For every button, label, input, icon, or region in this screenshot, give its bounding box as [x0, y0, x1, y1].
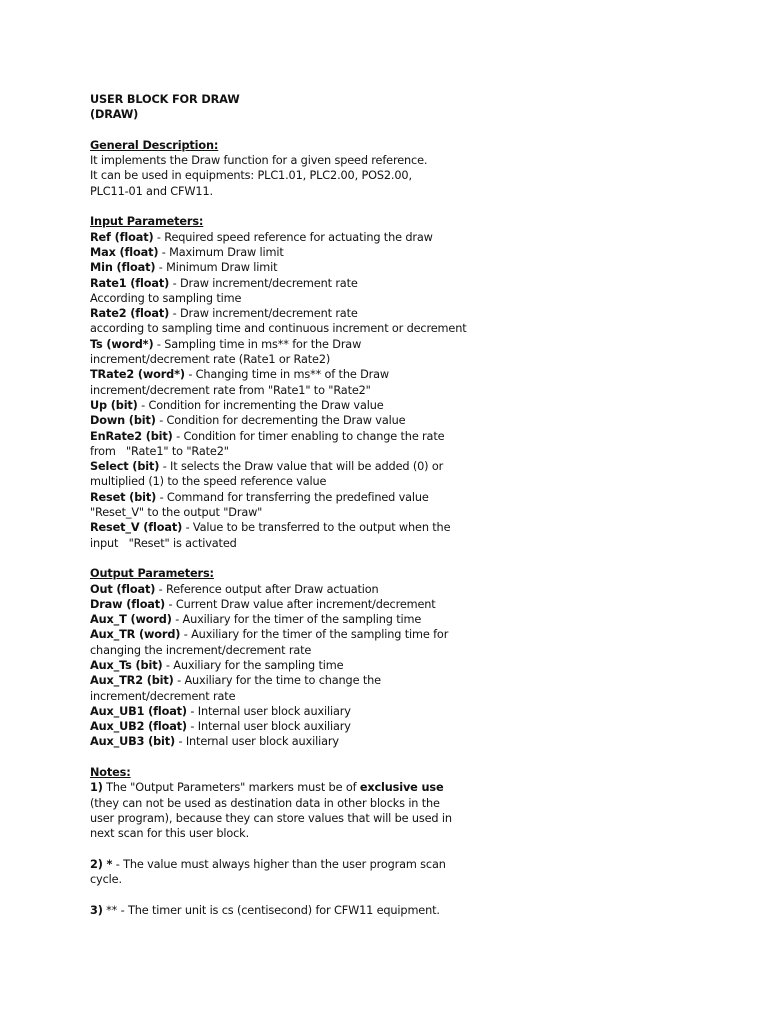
input-parameter-description: - Draw increment/decrement rate	[169, 276, 358, 290]
note-1-continuation: user program), because they can store values that will be used in	[90, 811, 452, 825]
output-parameter-item	[90, 597, 730, 612]
output-parameter-item	[90, 627, 730, 642]
note-1	[90, 780, 730, 795]
input-parameter-description: - Sampling time in ms** for the Draw	[153, 337, 362, 351]
input-parameters-heading: Input Parameters:	[90, 215, 204, 229]
input-parameter-item	[90, 367, 730, 382]
general-line: It can be used in equipments: PLC1.01, PLC2.00, POS2.00,	[90, 169, 412, 183]
input-parameter-item	[90, 520, 730, 535]
input-parameter-continuation: input "Reset" is activated	[90, 536, 237, 550]
input-parameter-item	[90, 245, 730, 260]
output-parameter-term: Aux_UB2 (float)	[90, 720, 187, 734]
output-parameter-term: Aux_UB3 (bit)	[90, 735, 176, 749]
input-parameter-description: - Minimum Draw limit	[155, 261, 278, 275]
input-parameter-term: TRate2 (word*)	[90, 368, 185, 382]
output-parameter-description: - Internal user block auxiliary	[175, 735, 339, 749]
input-parameter-description: - Condition for timer enabling to change the rate	[172, 429, 445, 443]
input-parameter-item	[90, 459, 730, 474]
input-parameter-item	[90, 306, 730, 321]
note-1-continuation: next scan for this user block.	[90, 827, 250, 841]
input-parameter-item	[90, 429, 730, 444]
input-parameter-term: Ts (word*)	[90, 337, 154, 351]
output-parameter-description: - Reference output after Draw actuation	[155, 582, 379, 596]
note-2	[90, 857, 730, 872]
input-parameter-continuation: according to sampling time and continuous increment or decrement	[90, 322, 467, 336]
input-parameter-continuation: increment/decrement rate (Rate1 or Rate2)	[90, 353, 331, 367]
general-line: It implements the Draw function for a given speed reference.	[90, 154, 428, 168]
note-3	[90, 903, 730, 918]
input-parameter-term: Max (float)	[90, 245, 159, 259]
input-parameter-term: Down (bit)	[90, 414, 156, 428]
output-parameter-item	[90, 673, 730, 688]
input-parameter-term: Reset_V (float)	[90, 521, 183, 535]
input-parameter-description: - Condition for decrementing the Draw value	[155, 414, 406, 428]
output-parameter-continuation: changing the increment/decrement rate	[90, 643, 312, 657]
output-parameter-description: - Internal user block auxiliary	[186, 720, 351, 734]
general-description-heading: General Description:	[90, 138, 219, 152]
input-parameter-description: - Draw increment/decrement rate	[169, 307, 358, 321]
output-parameter-description: - Auxiliary for the timer of the sampling time for	[180, 628, 449, 642]
input-parameter-description: - Changing time in ms** of the Draw	[184, 368, 389, 382]
input-parameter-term: Ref (float)	[90, 230, 154, 244]
output-parameter-item	[90, 582, 730, 597]
input-parameter-item	[90, 413, 730, 428]
input-parameter-description: - Maximum Draw limit	[158, 245, 284, 259]
input-parameter-description: - It selects the Draw value that will be added (0) or	[159, 460, 444, 474]
input-parameter-continuation: increment/decrement rate from "Rate1" to "Rate2"	[90, 383, 371, 397]
document-page	[90, 92, 730, 918]
document-subtitle: (DRAW)	[90, 108, 139, 122]
note-3-text: ** - The timer unit is cs (centisecond) for CFW11 equipment.	[102, 903, 440, 917]
input-parameter-description: - Required speed reference for actuating the draw	[153, 230, 433, 244]
note-2-continuation: cycle.	[90, 873, 122, 887]
input-parameter-description: - Condition for incrementing the Draw value	[137, 398, 384, 412]
note-1-number: 1)	[90, 781, 103, 795]
output-parameter-description: - Internal user block auxiliary	[186, 704, 351, 718]
output-parameter-item	[90, 612, 730, 627]
input-parameter-item	[90, 337, 730, 352]
output-parameter-item	[90, 734, 730, 749]
note-1-emphasis: exclusive use	[359, 781, 444, 795]
output-parameter-item	[90, 658, 730, 673]
general-line: PLC11-01 and CFW11.	[90, 184, 213, 198]
input-parameter-item	[90, 260, 730, 275]
input-parameter-item	[90, 398, 730, 413]
output-parameter-term: Aux_TR2 (bit)	[90, 674, 174, 688]
input-parameter-description: - Command for transferring the predefined value	[156, 490, 429, 504]
input-parameter-term: Select (bit)	[90, 460, 160, 474]
output-parameter-term: Out (float)	[90, 582, 156, 596]
output-parameter-term: Aux_T (word)	[90, 613, 172, 627]
output-parameter-description: - Auxiliary for the time to change the	[173, 674, 381, 688]
output-parameter-term: Aux_Ts (bit)	[90, 658, 163, 672]
input-parameter-continuation: According to sampling time	[90, 291, 242, 305]
input-parameter-continuation: from "Rate1" to "Rate2"	[90, 444, 229, 458]
output-parameter-description: - Auxiliary for the sampling time	[162, 658, 344, 672]
output-parameter-term: Draw (float)	[90, 597, 166, 611]
input-parameter-item	[90, 276, 730, 291]
input-parameter-item	[90, 230, 730, 245]
output-parameter-term: Aux_UB1 (float)	[90, 704, 187, 718]
output-parameter-item	[90, 719, 730, 734]
note-3-number: 3)	[90, 903, 103, 917]
output-parameter-continuation: increment/decrement rate	[90, 689, 236, 703]
document-title: USER BLOCK FOR DRAW	[90, 93, 240, 106]
output-parameter-description: - Auxiliary for the timer of the sampling time	[171, 613, 422, 627]
input-parameter-continuation: multiplied (1) to the speed reference value	[90, 475, 327, 489]
note-1-continuation: (they can not be used as destination data in other blocks in the	[90, 796, 440, 810]
output-parameter-description: - Current Draw value after increment/decrement	[165, 597, 436, 611]
output-parameters-heading: Output Parameters:	[90, 567, 214, 581]
notes-heading: Notes:	[90, 766, 131, 780]
output-parameter-term: Aux_TR (word)	[90, 628, 181, 642]
input-parameter-term: Reset (bit)	[90, 490, 157, 504]
input-parameter-description: - Value to be transferred to the output when the	[182, 521, 451, 535]
output-parameters-list	[90, 582, 730, 750]
input-parameter-term: Min (float)	[90, 261, 156, 275]
input-parameters-list	[90, 230, 730, 551]
input-parameter-term: Up (bit)	[90, 398, 138, 412]
input-parameter-term: Rate2 (float)	[90, 307, 170, 321]
note-2-text: - The value must always higher than the user program scan	[112, 857, 446, 871]
note-2-number: 2) *	[90, 857, 113, 871]
input-parameter-continuation: "Reset_V" to the output "Draw"	[90, 506, 263, 520]
input-parameter-term: EnRate2 (bit)	[90, 429, 173, 443]
input-parameter-term: Rate1 (float)	[90, 276, 170, 290]
note-1-text: The "Output Parameters" markers must be of	[102, 781, 360, 795]
input-parameter-item	[90, 490, 730, 505]
output-parameter-item	[90, 704, 730, 719]
